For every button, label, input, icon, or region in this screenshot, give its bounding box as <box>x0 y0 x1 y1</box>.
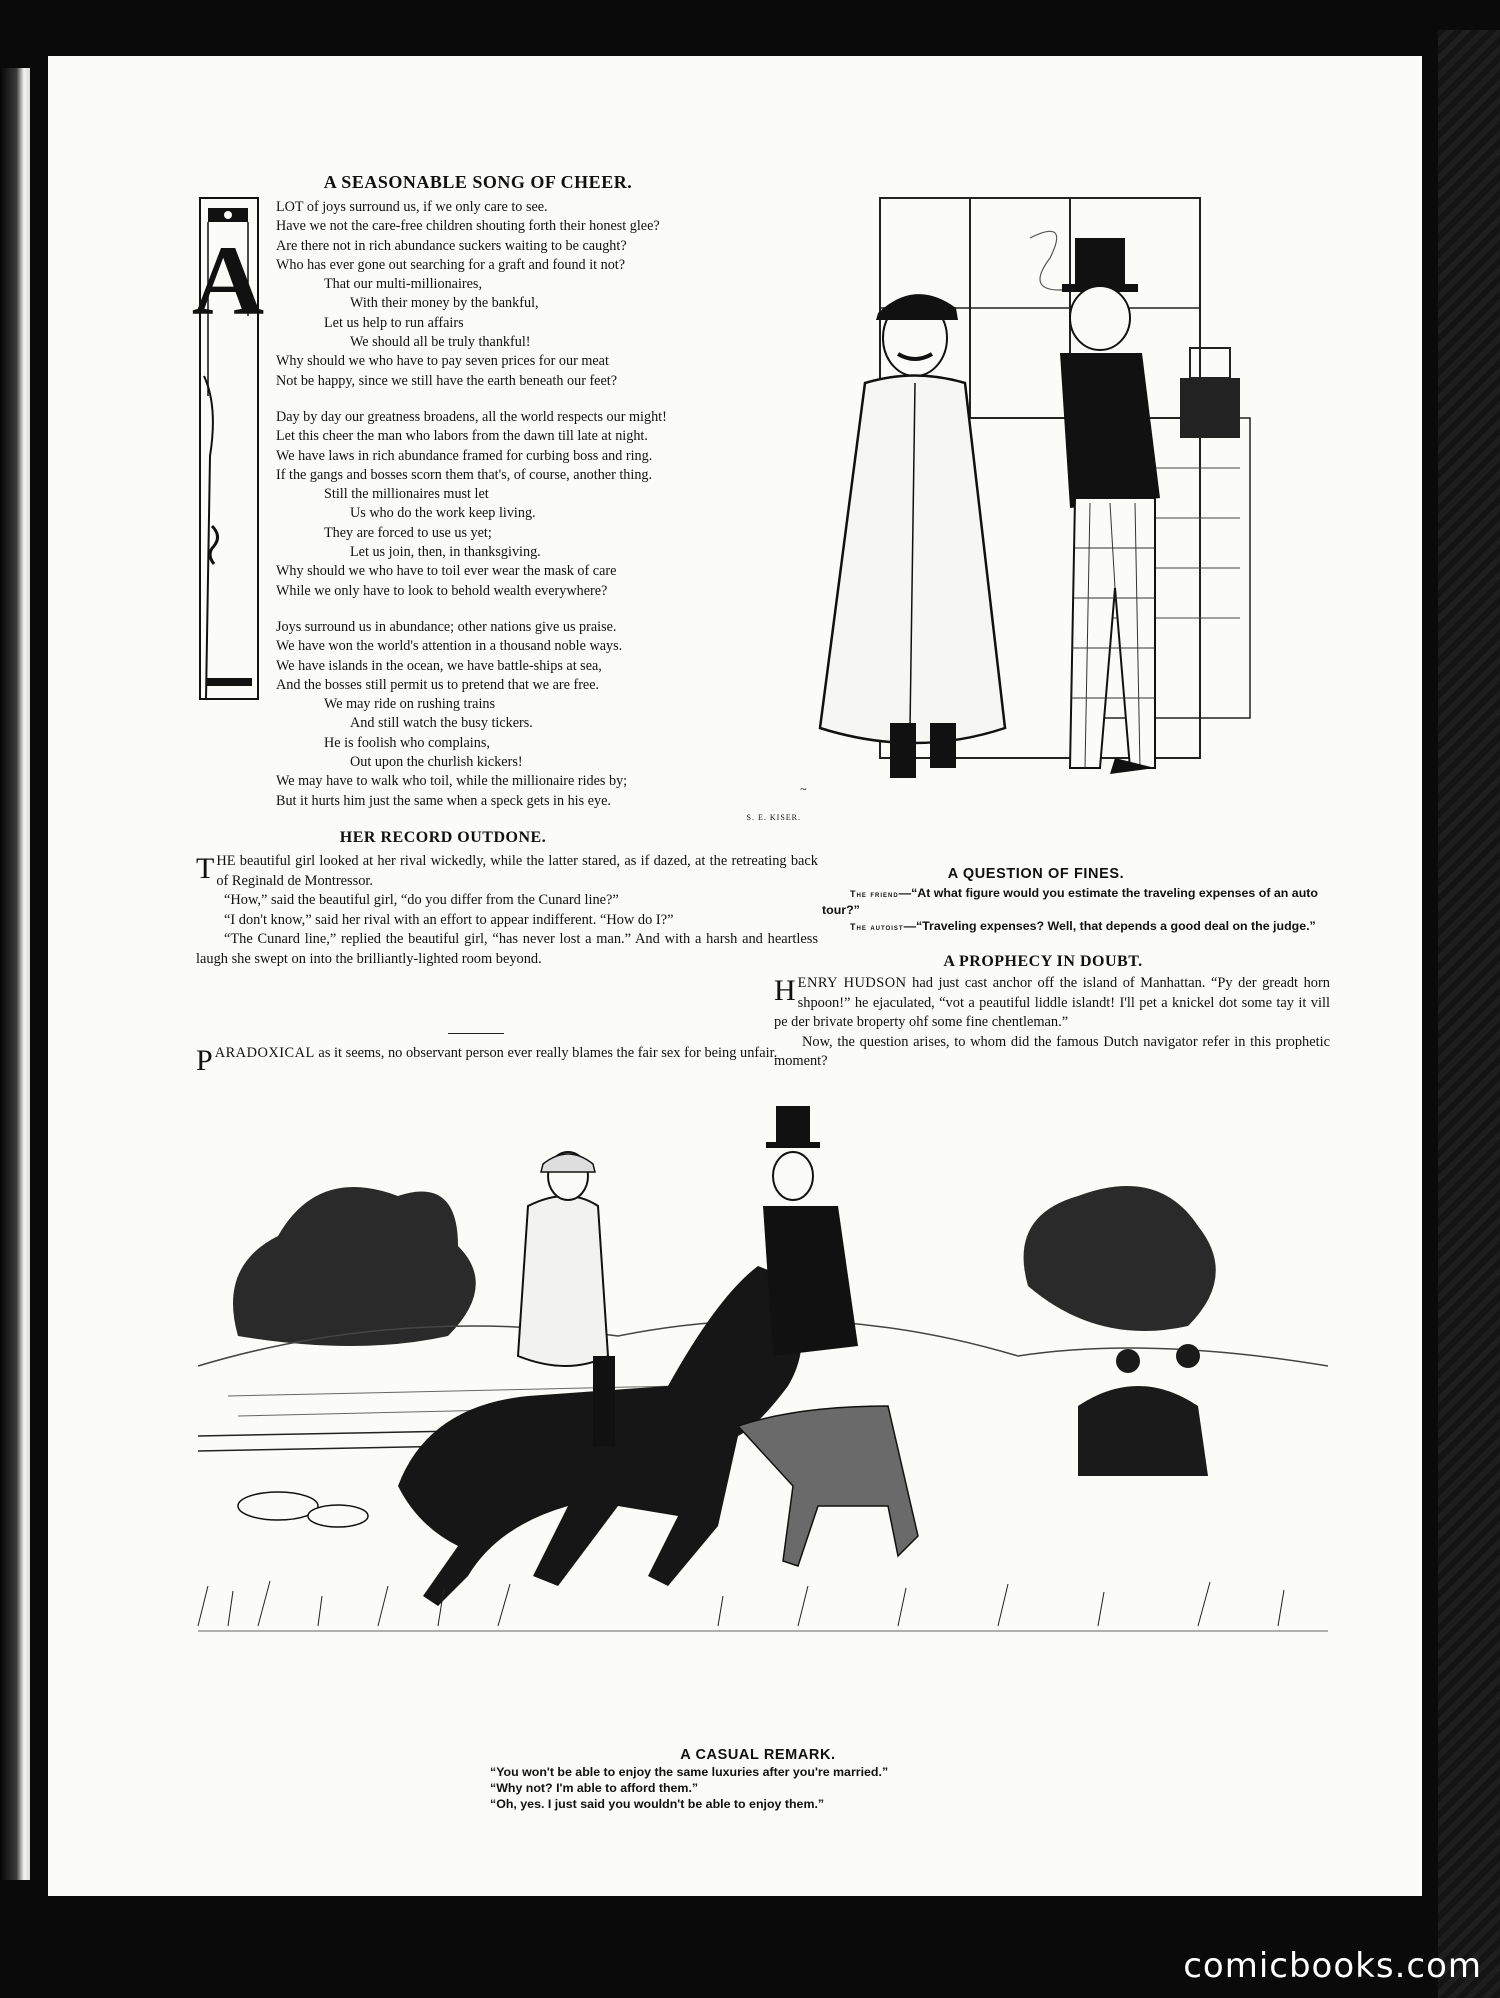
fines-speaker-1: The friend <box>850 889 899 899</box>
poem-line: We may ride on rushing trains <box>324 696 496 713</box>
casual-title: A CASUAL REMARK. <box>680 1747 836 1763</box>
poem-line: Us who do the work keep living. <box>350 505 536 522</box>
song-stanza-3 <box>276 618 811 811</box>
fines-line-2-text: —“Traveling expenses? Well, that depends a good deal on the judge.” <box>903 919 1316 933</box>
poem-line: We have islands in the ocean, we have battle-ships at sea, <box>276 657 602 674</box>
poem-line: Let us join, then, in thanksgiving. <box>350 544 541 561</box>
fines-line-1 <box>822 885 1328 918</box>
casual-line-2: “Why not? I'm able to afford them.” <box>490 1781 699 1795</box>
poem-line: We may have to walk who toil, while the millionaire rides by; <box>276 773 628 790</box>
decorative-initial-panel <box>191 196 265 701</box>
poem-line: But it hurts him just the same when a speck gets in his eye. <box>276 792 611 809</box>
fines-line-2 <box>822 918 1328 935</box>
poem-line: That our multi-millionaires, <box>324 276 483 293</box>
song-author-credit: S. E. KISER. <box>746 812 801 822</box>
prophecy-title: A PROPHECY IN DOUBT. <box>943 953 1143 970</box>
initial-letter: A <box>191 225 265 336</box>
fines-speaker-2: The autoist <box>850 922 904 932</box>
motorist-illustration <box>770 168 1330 798</box>
record-title: HER RECORD OUTDONE. <box>339 829 547 846</box>
poem-line: And still watch the busy tickers. <box>350 715 533 732</box>
prophecy-paragraph-1 <box>774 974 1330 1033</box>
prophecy-p1-text: had just cast anchor off the island of Manhattan. “Py der greadt horn shpoon!” he ejaculated, “vot a peautiful liddle islandt! I'll pet a knickel dot some tay it vill pe der brivate broperty ohf some fine chentleman.” <box>774 975 1330 1030</box>
poem-line: Why should we who have to pay seven prices for our meat <box>276 353 609 370</box>
poem-line: Day by day our greatness broadens, all the world respects our might! <box>276 408 667 425</box>
prophecy-caps: ENRY HUDSON <box>797 975 907 991</box>
adjacent-page-edge <box>0 68 30 1880</box>
poem-line: Still the millionaires must let <box>324 486 489 503</box>
prophecy-dropcap: H <box>774 974 796 1007</box>
section-divider <box>448 1033 504 1034</box>
poem-line: LOT of joys surround us, if we only care to see. <box>276 199 548 215</box>
hunting-scene-illustration <box>198 1106 1328 1666</box>
record-paragraph-3: “I don't know,” said her rival with an effort to appear indifferent. “How do I?” <box>224 911 674 928</box>
casual-dialogue <box>490 1764 1090 1812</box>
poem-line: We have laws in rich abundance framed for curbing boss and ring. <box>276 447 653 464</box>
poem-line: Have we not the care-free children shouting forth their honest glee? <box>276 218 660 235</box>
poem-line: Not be happy, since we still have the earth beneath our feet? <box>276 372 618 389</box>
poem-line: Let this cheer the man who labors from the dawn till late at night. <box>276 428 648 445</box>
record-p1-text: HE beautiful girl looked at her rival wickedly, while the latter stared, as if dazed, at the retreating back of Reginald de Montressor. <box>216 853 818 889</box>
poem-line: And the bosses still permit us to pretend that we are free. <box>276 676 600 693</box>
paradox-dropcap: P <box>196 1044 213 1077</box>
paradox-paragraph <box>196 1044 818 1077</box>
poem-line: Out upon the churlish kickers! <box>350 754 523 771</box>
record-paragraph-2: “How,” said the beautiful girl, “do you differ from the Cunard line?” <box>224 892 619 908</box>
poem-line: We have won the world's attention in a thousand noble ways. <box>276 638 623 655</box>
scan-border <box>1438 30 1500 1998</box>
prophecy-story <box>774 974 1330 1072</box>
poem-line: Let us help to run affairs <box>324 314 464 331</box>
record-dropcap: T <box>196 852 215 885</box>
casual-line-3: “Oh, yes. I just said you wouldn't be able to enjoy them.” <box>490 1797 825 1811</box>
record-paragraph-4: “The Cunard line,” replied the beautiful girl, “has never lost a man.” And with a harsh and heartless laugh she swept on into the brilliantly-lighted room beyond. <box>196 931 818 967</box>
fines-line-1-text: —“At what figure would you estimate the traveling expenses of an auto tour?” <box>822 886 1318 917</box>
prophecy-paragraph-2: Now, the question arises, to whom did the famous Dutch navigator refer in this prophetic moment? <box>774 1033 1330 1069</box>
poem-line: Who has ever gone out searching for a graft and found it not? <box>276 256 626 273</box>
poem-line: Why should we who have to toil ever wear the mask of care <box>276 563 617 580</box>
song-stanza-1 <box>276 198 811 391</box>
song-stanza-2 <box>276 408 811 601</box>
poem-line: Are there not in rich abundance suckers waiting to be caught? <box>276 237 627 254</box>
poem-line: With their money by the bankful, <box>350 295 539 312</box>
casual-line-1: “You won't be able to enjoy the same luxuries after you're married.” <box>490 1765 889 1779</box>
record-story <box>196 852 818 969</box>
site-watermark: comicbooks.com <box>1183 1946 1482 1986</box>
paradox-caps: ARADOXICAL <box>214 1045 315 1061</box>
poem-line: While we only have to look to behold wealth everywhere? <box>276 582 608 599</box>
magazine-page <box>48 56 1422 1896</box>
poem-line: If the gangs and bosses scorn them that's, of course, another thing. <box>276 466 653 483</box>
poem-line: He is foolish who complains, <box>324 734 490 751</box>
paradox-text: as it seems, no observant person ever really blames the fair sex for being unfair. <box>314 1045 778 1061</box>
song-title: A SEASONABLE SONG OF CHEER. <box>323 172 633 192</box>
song-poem <box>276 198 811 822</box>
poem-line: We should all be truly thankful! <box>350 334 531 351</box>
svg-text:~: ~ <box>800 782 807 796</box>
record-paragraph-1 <box>196 852 818 891</box>
fines-dialogue <box>822 885 1328 935</box>
poem-line: Joys surround us in abundance; other nations give us praise. <box>276 618 617 635</box>
poem-line: They are forced to use us yet; <box>324 524 492 541</box>
fines-title: A QUESTION OF FINES. <box>947 866 1125 882</box>
